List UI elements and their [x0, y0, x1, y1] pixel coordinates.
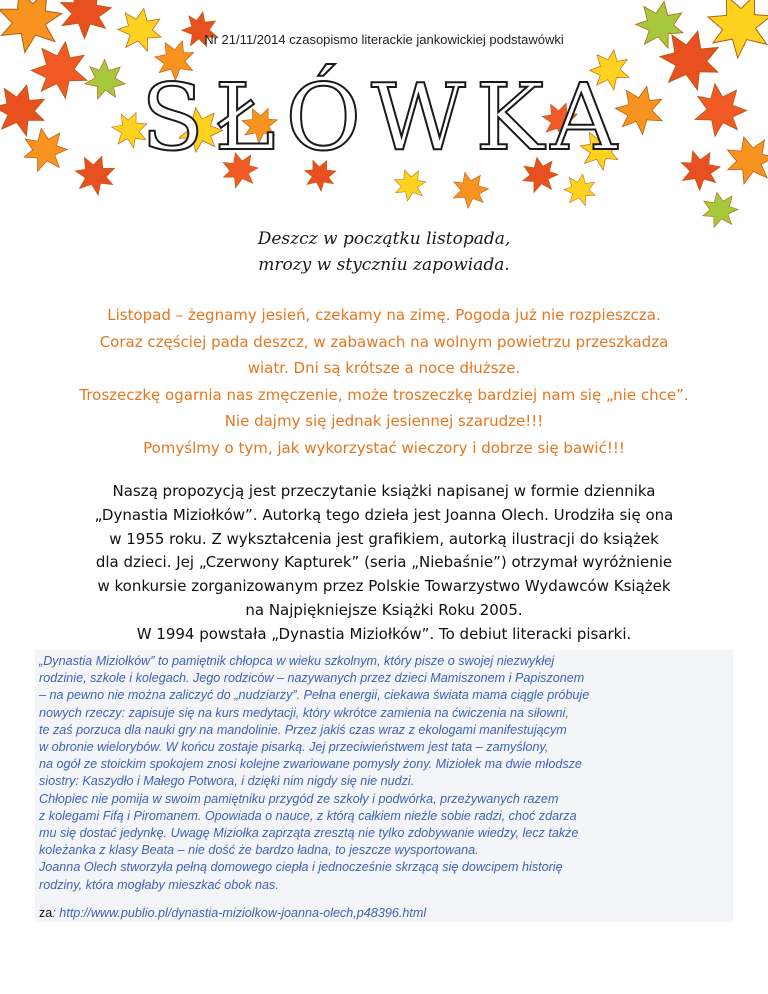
leaf-icon — [446, 165, 495, 214]
intro-line: Nie dajmy się jednak jesiennej szarudze!!! — [224, 412, 544, 430]
review-line: rodziny, która mogłaby mieszkać obok nas. — [39, 877, 279, 892]
review-line: siostry: Kaszydło i Małego Potwora, i dzięki nim nigdy się nie nudzi. — [39, 774, 415, 789]
leaf-icon — [699, 189, 740, 229]
review-line: Joanna Olech stworzyła pełną domowego ciepła i jednocześnie skrzącą się dowcipem historię — [39, 860, 563, 875]
about-line: w 1955 roku. Z wykształcenia jest grafikiem, autorką ilustracji do książek — [109, 529, 659, 548]
review-line: z kolegami Fifą i Piromanem. Opowiada o nauce, z którą całkiem nieźle sobie radzi, choć zdarza — [39, 808, 577, 823]
issue-line: Nr 21/11/2014 czasopismo literackie jankowickiej podstawówki — [204, 32, 564, 47]
about-line: W 1994 powstała „Dynastia Miziołków”. To debiut literacki pisarki. — [136, 624, 632, 643]
book-review-box — [35, 650, 733, 922]
about-line: w konkursie zorganizowanym przez Polskie Towarzystwo Wydawców Książek — [97, 577, 671, 596]
review-line: nowych rzeczy: zapisuje się na kurs medytacji, który wkrótce zamienia na ćwiczenia na siłowni, — [39, 705, 569, 720]
about-line: na Najpiękniejsze Książki Roku 2005. — [245, 600, 523, 619]
about-line: „Dynastia Miziołków”. Autorką tego dzieła jest Joanna Olech. Urodziła się ona — [94, 505, 674, 524]
review-text — [39, 653, 727, 894]
review-line: mu się dostać jedynkę. Uwagę Miziołka zaprząta zresztą nie tylko zdobywanie wiedzy, lecz także — [39, 826, 579, 841]
review-source — [39, 906, 727, 920]
review-line: Chłopiec nie pomija w swoim pamiętniku przygód ze szkoły i podwórka, przeżywanych razem — [39, 791, 559, 806]
review-line: „Dynastia Miziołków” to pamiętnik chłopca w wieku szkolnym, który pisze o swojej niezwykłej — [39, 654, 555, 668]
about-line: Naszą propozycją jest przeczytanie książki napisanej w formie dziennika — [112, 482, 656, 500]
review-line: koleżanka z klasy Beata – nie dość że bardzo ładna, to jeszcze wysportowana. — [39, 843, 479, 858]
magazine-title: SŁÓWKA — [141, 64, 627, 171]
intro-line: Coraz częściej pada deszcz, w zabawach na wolnym powietrzu przeszkadza — [99, 332, 669, 351]
review-line: – na pewno nie można zaliczyć do „nudziarzy”. Pełna energii, ciekawa świata mama ciągle próbuje — [39, 688, 590, 703]
book-about-paragraph — [30, 480, 738, 647]
leaf-icon — [562, 171, 599, 206]
leaf-icon — [0, 0, 70, 58]
intro-line: Listopad – żegnamy jesień, czekamy na zimę. Pogoda już nie rozpieszcza. — [107, 306, 661, 324]
motto — [0, 226, 768, 278]
intro-paragraph — [20, 302, 748, 461]
intro-line: Pomyślmy o tym, jak wykorzystać wieczory i dobrze się bawić!!! — [143, 438, 625, 457]
review-line: rodzinie, szkole i kolegach. Jego rodziców – nazywanych przez dzieci Mamiszonem i Papiszonem — [39, 671, 585, 686]
review-line: w obronie wielorybów. W końcu zostaje pisarką. Jej przeciwieństwem jest tata – zamyślony, — [39, 740, 549, 755]
motto-line: Deszcz w początku listopada, — [257, 229, 511, 249]
review-line: te zaś porzuca dla nauki gry na mandolinie. Przez jakiś czas wraz z ekologami manifestującym — [39, 722, 567, 737]
source-prefix: za — [39, 905, 53, 920]
intro-line: wiatr. Dni są krótsze a noce dłuższe. — [247, 359, 521, 377]
source-link[interactable]: : http://www.publio.pl/dynastia-miziolkow-joanna-olech,p48396.html — [52, 905, 427, 920]
review-line: na ogół ze stoickim spokojem znosi kolejne zwariowane pomysły żony. Miziołek ma dwie młodsze — [39, 757, 582, 772]
intro-line: Troszeczkę ogarnia nas zmęczenie, może troszeczkę bardziej nam się „nie chce”. — [79, 385, 689, 404]
motto-line: mrozy w styczniu zapowiada. — [258, 255, 510, 275]
about-line: dla dzieci. Jej „Czerwony Kapturek” (seria „Niebaśnie”) otrzymał wyróżnienie — [95, 553, 673, 572]
